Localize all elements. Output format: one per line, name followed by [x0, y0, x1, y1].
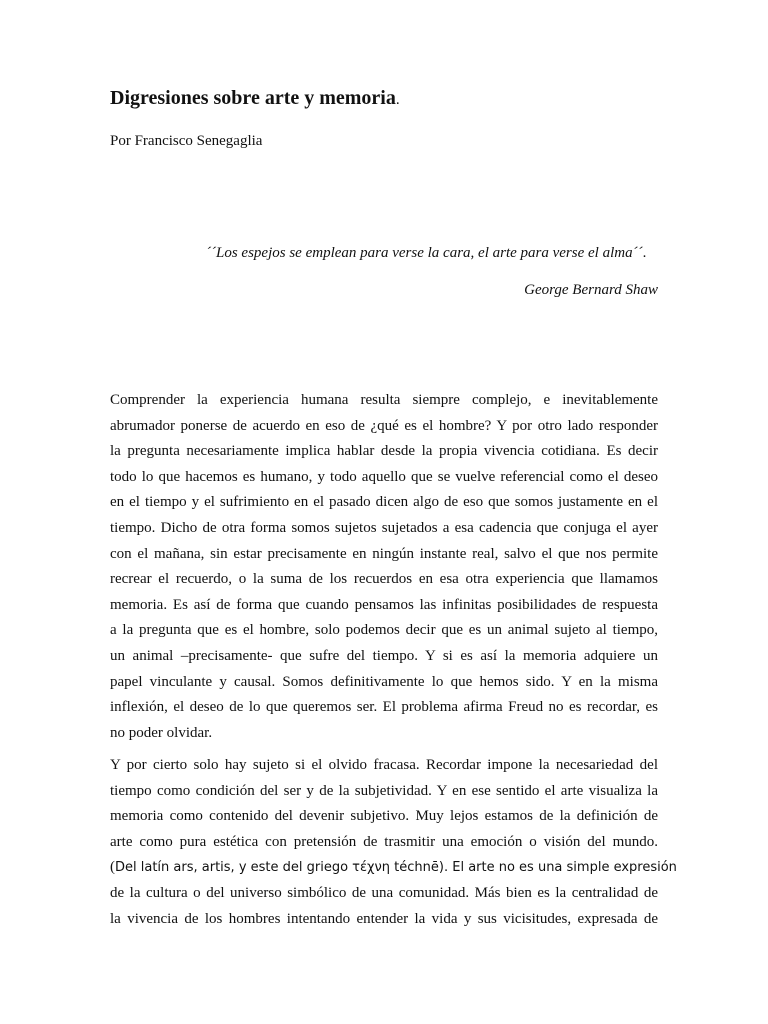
epigraph-quote: [206, 243, 646, 263]
title-text: Digresiones sobre arte y memoria: [110, 87, 396, 109]
body-paragraph-2: [110, 753, 677, 932]
paragraph-line: todo lo que hacemos es humano, y todo aquello que se vuelve referencial como el deseo: [110, 468, 658, 485]
epigraph-quote-text: ´´Los espejos se emplean para verse la cara, el arte para verse el alma´´: [206, 245, 643, 261]
paragraph-line: tiempo como condición del ser y de la subjetividad. Y en ese sentido el arte visualiza la: [110, 782, 658, 799]
paragraph-line: con el mañana, sin estar precisamente en ningún instante real, salvo el que nos permite: [110, 545, 658, 562]
author-byline: Por Francisco Senegaglia: [110, 133, 263, 149]
paragraph-line: la vivencia de los hombres intentando entender la vida y sus vicisitudes, expresada de: [110, 910, 658, 927]
paragraph-line: inflexión, el deseo de lo que queremos ser. El problema afirma Freud no es recordar, es: [110, 699, 658, 716]
paragraph-line: no poder olvidar.: [110, 724, 213, 741]
paragraph-line: recrear el recuerdo, o la suma de los recuerdos en esa otra experiencia que llamamos: [110, 571, 658, 588]
body-paragraph-1: [110, 388, 658, 746]
paragraph-line: memoria. Es así de forma que cuando pensamos las infinitas posibilidades de respuesta: [110, 596, 658, 613]
paragraph-line-mixed-font: [110, 855, 677, 881]
epigraph-quote-period: .: [642, 245, 647, 261]
paragraph-line: la pregunta necesariamente implica hablar desde la propia vivencia cotidiana. Es decir: [110, 443, 658, 460]
paragraph-line: memoria como contenido del devenir subjetivo. Muy lejos estamos de la definición de: [110, 808, 658, 825]
paragraph-line: Y por cierto solo hay sujeto si el olvido fracasa. Recordar impone la necesariedad del: [110, 757, 658, 773]
paragraph-line: Comprender la experiencia humana resulta siempre complejo, e inevitablemente: [110, 392, 658, 408]
paragraph-line: un animal –precisamente- que sufre del tiempo. Y si es así la memoria adquiere un: [110, 647, 658, 664]
title-period: .: [395, 92, 400, 108]
epigraph-attribution: George Bernard Shaw: [524, 282, 658, 298]
paragraph-line: tiempo. Dicho de otra forma somos sujetos sujetados a esa cadencia que conjuga el ayer: [110, 519, 658, 536]
paragraph-line-sans-part: Del latín ars, artis, y este del griego τέχνη téchnē). El arte no es una simple expresión: [115, 860, 677, 876]
paragraph-line: de la cultura o del universo simbólico de una comunidad. Más bien es la centralidad de: [110, 884, 658, 901]
paragraph-line: abrumador ponerse de acuerdo en eso de ¿qué es el hombre? Y por otro lado responder: [110, 417, 658, 434]
paragraph-line-serif-part: (: [110, 859, 115, 876]
document-title: [110, 84, 400, 114]
paragraph-line: arte como pura estética con pretensión de trasmitir una emoción o visión del mundo.: [110, 833, 658, 850]
paragraph-line: papel vinculante y causal. Somos definitivamente lo que hemos sido. Y en la misma: [110, 673, 658, 690]
paragraph-line: a la pregunta que es el hombre, solo podemos decir que es un animal sujeto al tiempo,: [110, 622, 658, 639]
paragraph-line: en el tiempo y el sufrimiento en el pasado dicen algo de eso que somos justamente en el: [110, 494, 658, 511]
